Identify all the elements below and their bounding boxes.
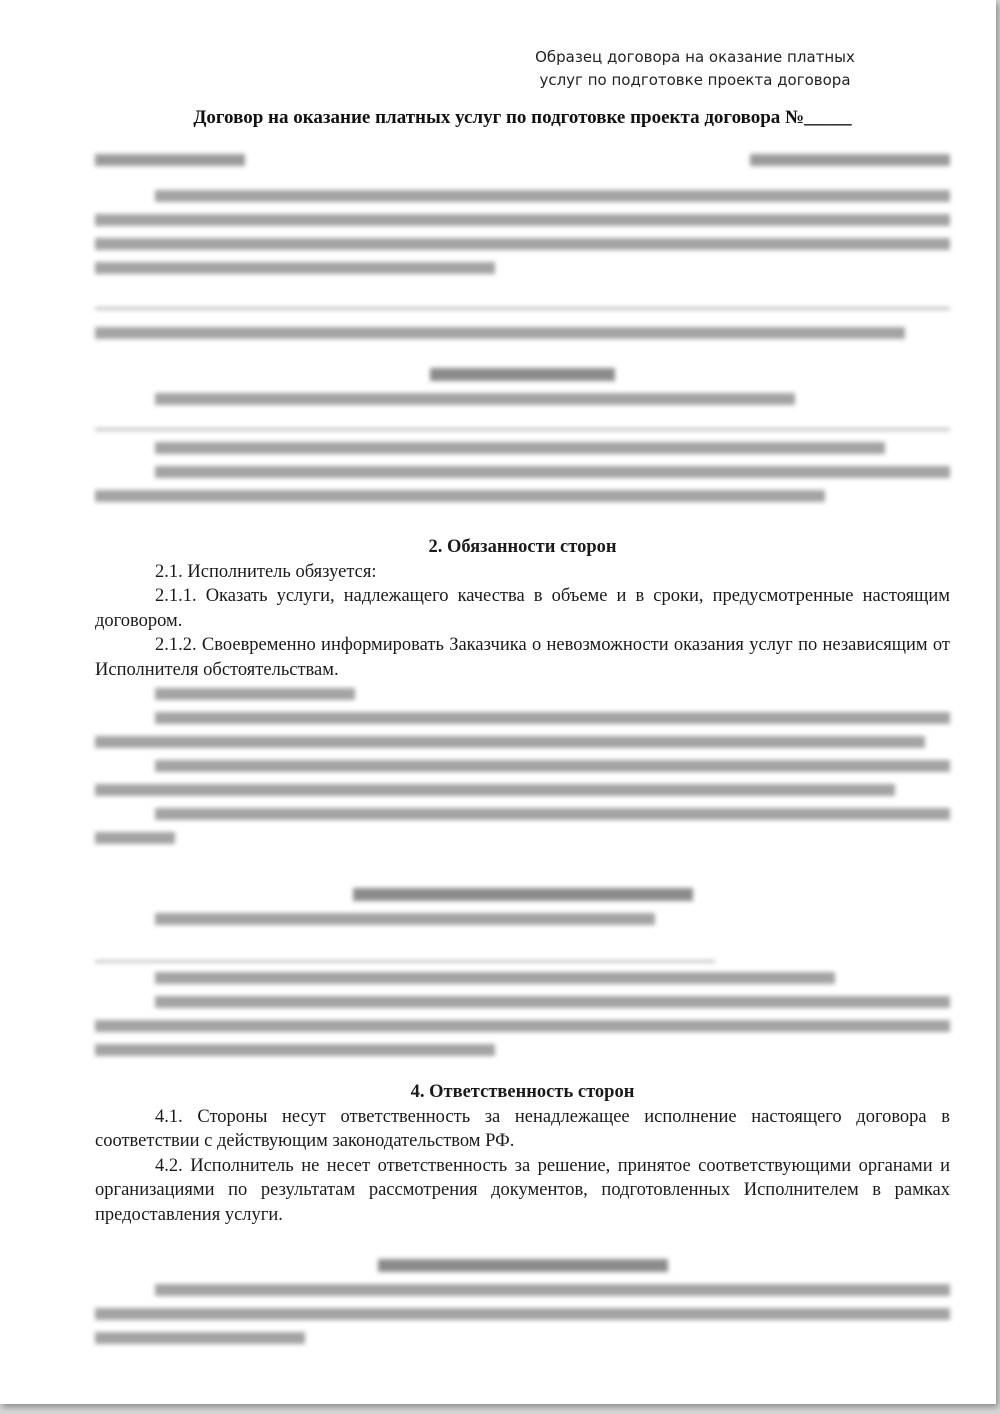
section-obligations [95, 535, 950, 682]
clause-2-1: 2.1. Исполнитель обязуется: [155, 561, 377, 582]
blurred-preamble [95, 148, 950, 339]
clause-2-1-1: 2.1.1. Оказать услуги, надлежащего качества в объеме и в сроки, предусмотренные настоящим договором. [95, 586, 950, 631]
section-4-title: 4. Ответственность сторон [410, 1082, 635, 1102]
blurred-section-5 [95, 1255, 950, 1344]
blurred-section-3 [95, 884, 950, 1056]
blurred-section-1 [95, 364, 950, 502]
blurred-place-date-row [95, 148, 950, 166]
section-liability [95, 1080, 950, 1227]
blurred-clause-2-2 [95, 688, 950, 844]
document-title: Договор на оказание платных услуг по подготовке проекта договора №_____ [193, 107, 852, 128]
clause-4-2: 4.2. Исполнитель не несет ответственность за решение, принятое соответствующими органами и организациями по результатам рассмотрения документов, подготовленных Исполнителем в рамках предоставления услуги. [95, 1155, 950, 1225]
sample-stamp [500, 46, 890, 92]
clause-4-1: 4.1. Стороны несут ответственность за ненадлежащее исполнение настоящего договора в соответствии с действующим законодательством РФ. [95, 1106, 950, 1151]
clause-2-1-2: 2.1.2. Своевременно информировать Заказчика о невозможности оказания услуг по независящим от Исполнителя обстоятельствам. [95, 635, 950, 680]
section-2-title: 2. Обязанности сторон [428, 537, 617, 557]
stamp-line-2: услуг по подготовке проекта договора [539, 71, 851, 89]
stamp-line-1: Образец договора на оказание платных [535, 48, 855, 66]
